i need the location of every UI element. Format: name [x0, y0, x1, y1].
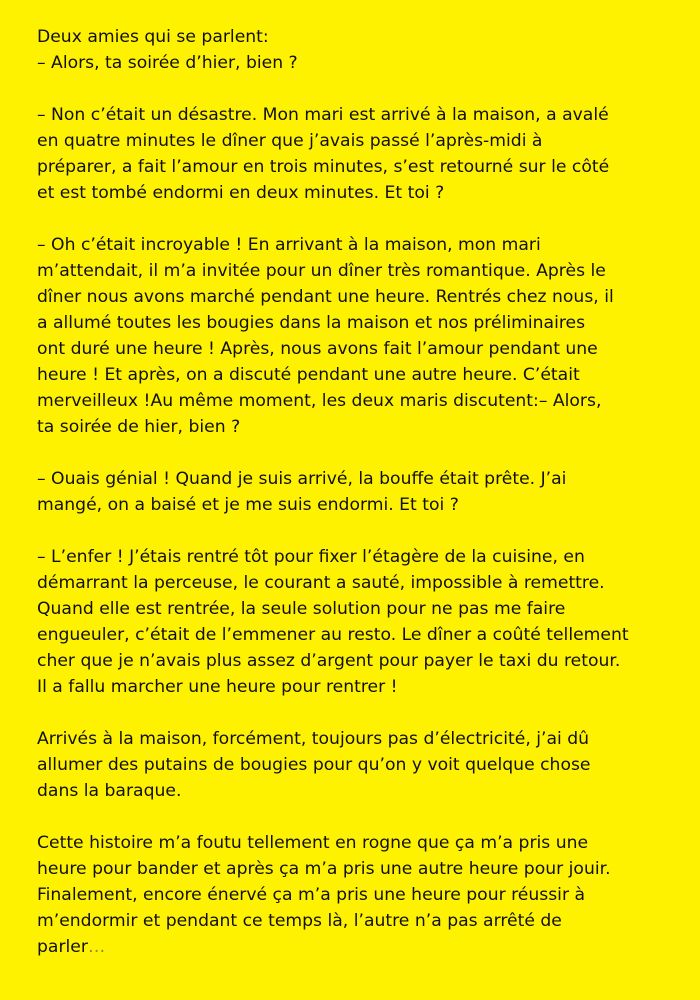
paragraph-husband-2: – L’enfer ! J’étais rentré tôt pour fixer l’étagère de la cuisine, en démarrant la perceuse, le courant a sauté, impossible à remettre. Quand elle est rentrée, la seule solution pour ne pas me faire engueuler, c’était de l’emmener au resto. Le dîner a coûté tellement cher que je n’avais plus assez d’argent pour payer le taxi du retour. Il a fallu marcher une heure pour rentrer !: [37, 547, 629, 697]
final-text: Cette histoire m’a foutu tellement en rogne que ça m’a pris une heure pour bander et après ça m’a pris une autre heure pour jouir. Finalement, encore énervé ça m’a pris une heure pour réussir à m’endormir et pendant ce temps là, l’autre n’a pas arrêté de parler: [37, 833, 611, 957]
paragraph-wife-1: – Non c’était un désastre. Mon mari est arrivé à la maison, a avalé en quatre minutes le dîner que j’avais passé l’après-midi à préparer, a fait l’amour en trois minutes, s’est retourné sur le côté et est tombé endormi en deux minutes. Et toi ?: [37, 105, 610, 203]
paragraph-husband-1: – Ouais génial ! Quand je suis arrivé, la bouffe était prête. J’ai mangé, on a baisé et je me suis endormi. Et toi ?: [37, 469, 567, 515]
paragraph-wife-2: – Oh c’était incroyable ! En arrivant à la maison, mon mari m’attendait, il m’a invitée pour un dîner très romantique. Après le dîner nous avons marché pendant une heure. Rentrés chez nous, il a allumé toutes les bougies dans la maison et nos préliminaires ont duré une heure ! Après, nous avons fait l’amour pendant une heure ! Et après, on a discuté pendant une autre heure. C’était merveilleux !Au même moment, les deux maris discutent:– Alors, ta soirée de hier, bien ?: [37, 235, 614, 437]
paragraph-intro: Deux amies qui se parlent: – Alors, ta soirée d’hier, bien ?: [37, 27, 298, 73]
paragraph-husband-3: Arrivés à la maison, forcément, toujours pas d’électricité, j’ai dû allumer des putains de bougies pour qu’on y voit quelque chose dans la baraque.: [37, 729, 591, 801]
paragraph-final: [37, 830, 697, 960]
joke-text: [37, 24, 697, 960]
ellipsis: …: [87, 937, 106, 957]
